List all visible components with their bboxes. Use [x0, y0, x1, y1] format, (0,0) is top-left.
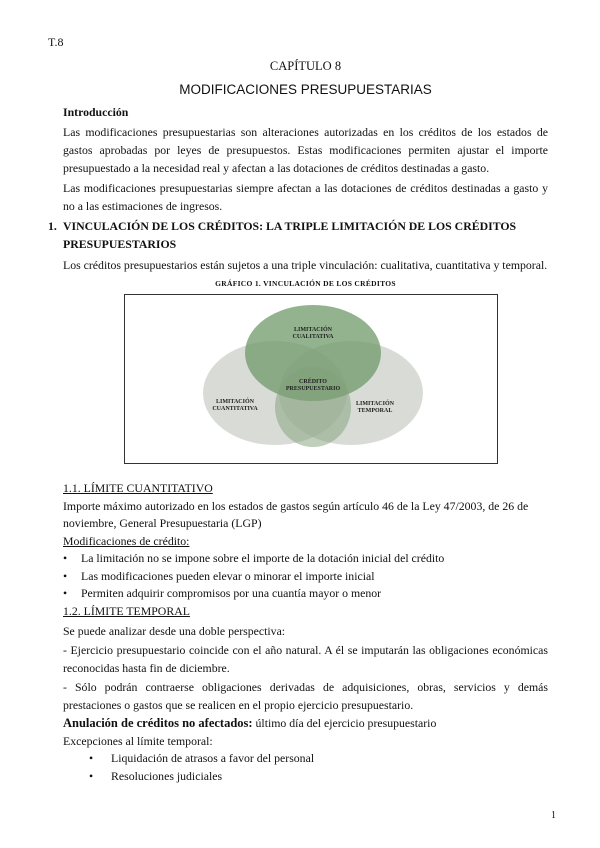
label-cualitativa-1: LIMITACIÓN	[294, 327, 332, 333]
modificaciones-list	[63, 550, 548, 603]
list-item: • Las modificaciones pueden elevar o minorar el importe inicial	[63, 568, 548, 586]
perspective-item-1: - Ejercicio presupuestario coincide con el año natural. A él se imputarán las obligaciones económicas reconocidas hasta fin de diciembre.	[63, 643, 548, 675]
perspective-item-2: - Sólo podrán contraerse obligaciones derivadas de adquisiciones, obras, servicios y demás prestaciones o gastos que se realicen en el propio ejercicio presupuestario.	[63, 680, 548, 712]
excepciones-heading: Excepciones al límite temporal:	[63, 734, 213, 748]
label-credito-1: CRÉDITO	[299, 379, 327, 385]
chapter-label: CAPÍTULO 8	[269, 59, 342, 73]
list-item: • Resoluciones judiciales	[63, 768, 548, 786]
subsection-1-1-heading: 1.1. LÍMITE CUANTITATIVO	[63, 481, 213, 495]
anulacion-text: último día del ejercicio presupuestario	[252, 716, 437, 730]
anulacion-label: Anulación de créditos no afectados:	[63, 716, 253, 730]
page-number: 1	[551, 810, 556, 821]
intro-paragraph-1: Las modificaciones presupuestarias son alteraciones autorizadas en los créditos de los estados de gastos aprobadas por leyes de presupuestos. Estas modificaciones permiten ajustar el importe presupuestado a la necesidad real y afectan a las dotaciones de créditos destinadas a gasto.	[63, 125, 548, 175]
list-item: • Liquidación de atrasos a favor del personal	[63, 750, 548, 768]
list-item: • La limitación no se impone sobre el importe de la dotación inicial del crédito	[63, 550, 548, 568]
section-paragraph: Los créditos presupuestarios están sujetos a una triple vinculación: cualitativa, cuantitativa y temporal.	[63, 258, 548, 272]
list-item: • Permiten adquirir compromisos por una cuantía mayor o menor	[63, 585, 548, 603]
subsection-1-1-paragraph: Importe máximo autorizado en los estados de gastos según artículo 46 de la Ley 47/2003, de 26 de noviembre, General Presupuestaria (LGP)	[63, 498, 529, 530]
intro-heading: Introducción	[63, 105, 129, 119]
label-credito-2: PRESUPUESTARIO	[285, 386, 341, 392]
chapter-code: T.8	[48, 35, 64, 49]
perspective-intro: Se puede analizar desde una doble perspectiva:	[63, 624, 286, 638]
label-temporal-1: LIMITACIÓN	[356, 401, 394, 407]
label-temporal-2: TEMPORAL	[357, 408, 393, 414]
page-title: MODIFICACIONES PRESUPUESTARIAS	[179, 82, 432, 97]
label-cuantitativa-2: CUANTITATIVA	[212, 406, 258, 412]
subsection-1-2-heading: 1.2. LÍMITE TEMPORAL	[63, 603, 190, 618]
intro-paragraph-2: Las modificaciones presupuestarias siempre afectan a las dotaciones de créditos destinadas a gasto y no a las estimaciones de ingresos.	[63, 181, 548, 213]
label-cualitativa-2: CUALITATIVA	[292, 334, 334, 340]
section-heading-row: 1. VINCULACIÓN DE LOS CRÉDITOS: LA TRIPLE LIMITACIÓN DE LOS CRÉDITOS PRESUPUESTARIOS	[63, 217, 548, 253]
section-heading: VINCULACIÓN DE LOS CRÉDITOS: LA TRIPLE LIMITACIÓN DE LOS CRÉDITOS PRESUPUESTARIOS	[63, 219, 517, 251]
venn-diagram-figure	[124, 294, 498, 464]
excepciones-list	[63, 750, 548, 785]
figure-title: GRÁFICO 1. VINCULACIÓN DE LOS CRÉDITOS	[215, 279, 396, 288]
modificaciones-subheading: Modificaciones de crédito:	[63, 533, 190, 548]
label-cuantitativa-1: LIMITACIÓN	[216, 399, 254, 405]
anulacion-line	[63, 714, 548, 732]
